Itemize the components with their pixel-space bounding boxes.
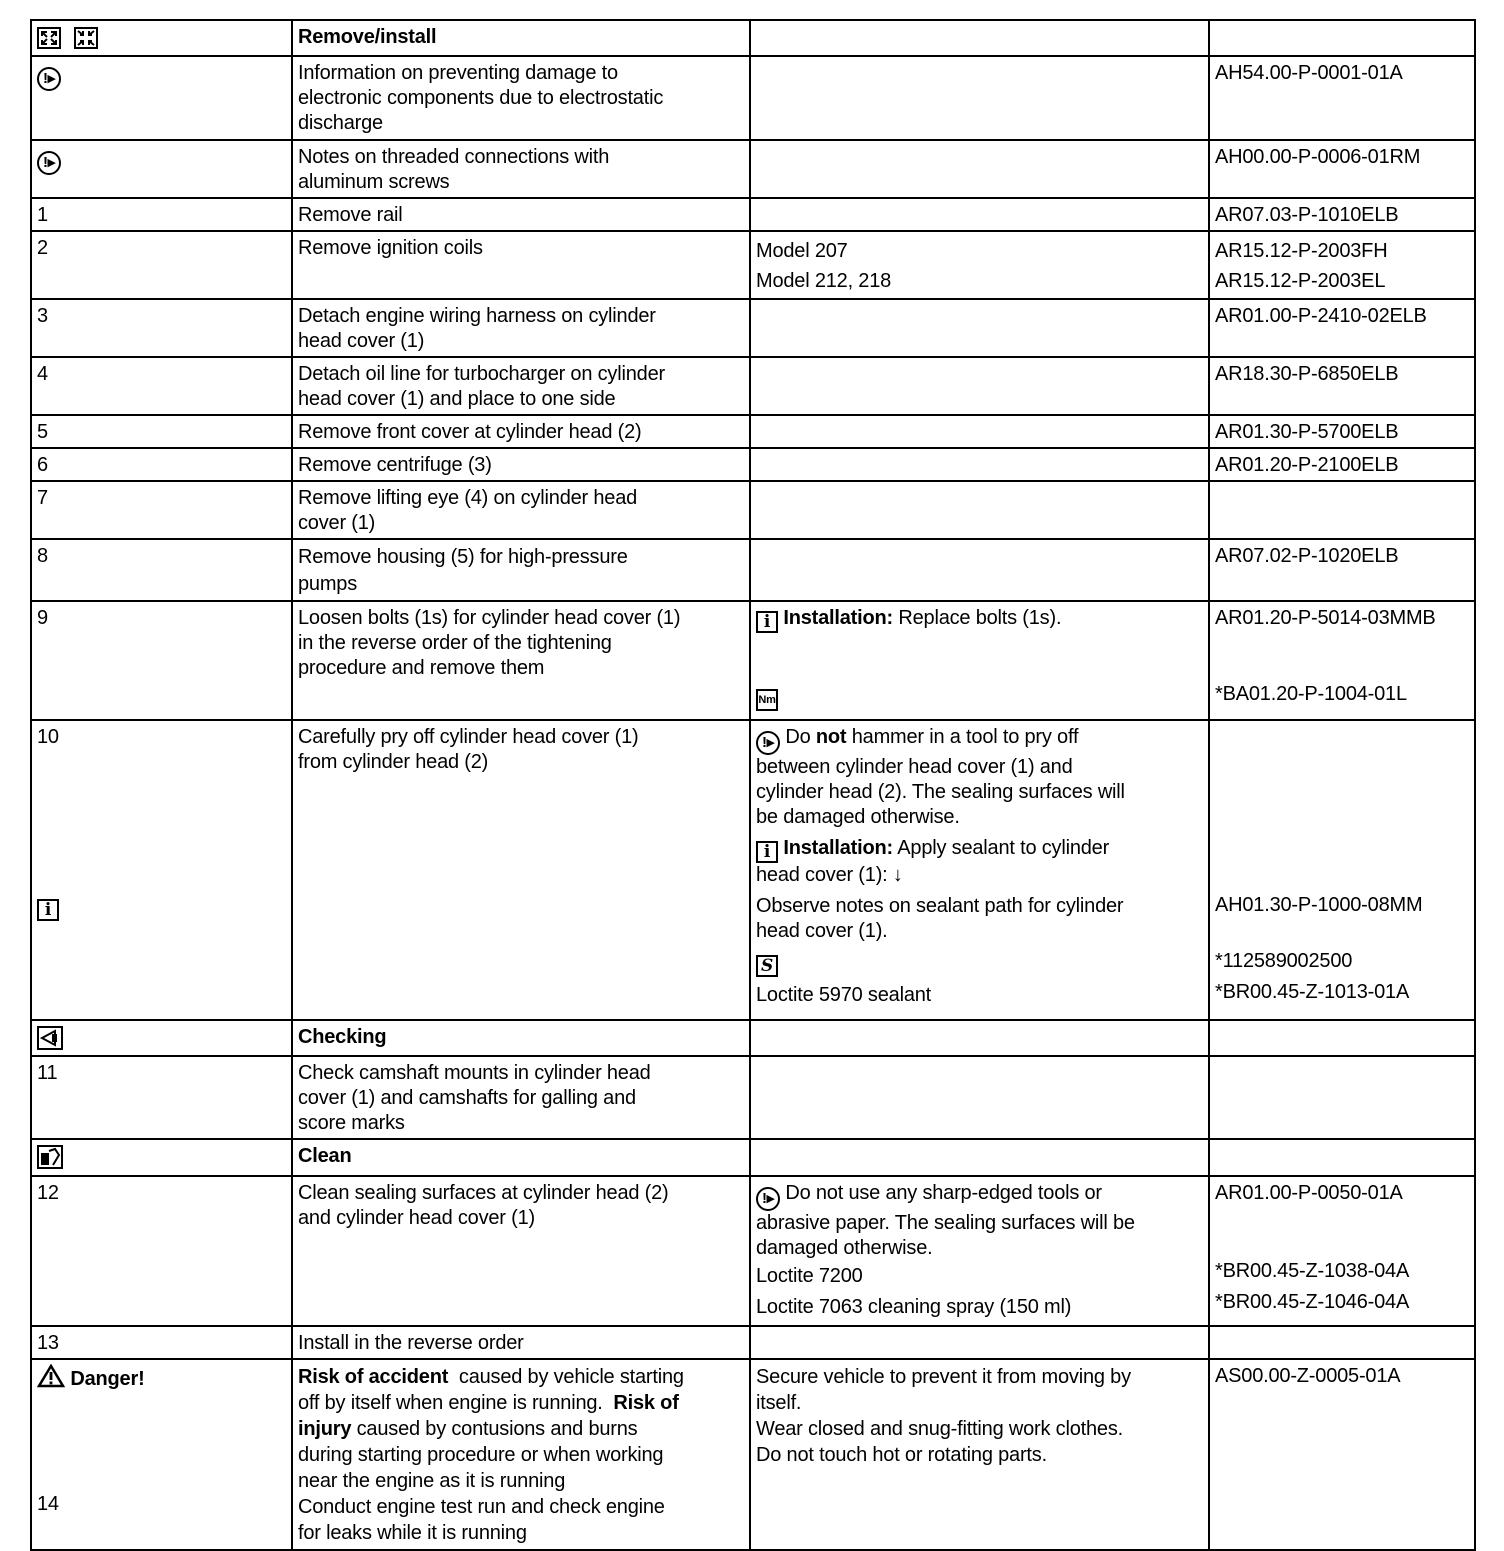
caution-icon: !▸: [756, 731, 780, 755]
step-number: 7: [31, 481, 292, 539]
doc-reference-link[interactable]: AR01.20-P-2100ELB: [1209, 448, 1475, 481]
doc-reference-link[interactable]: *BR00.45-Z-1013-01A: [1215, 981, 1410, 1003]
torque-icon: Nm: [756, 689, 778, 711]
installation-label: Installation:: [783, 607, 893, 629]
section-row-clean: [31, 1139, 1475, 1176]
step-row: 8 Remove housing (5) for high-pressure pumps AR07.02-P-1020ELB: [31, 539, 1475, 601]
doc-reference-link[interactable]: AR18.30-P-6850ELB: [1209, 357, 1475, 415]
step-row: 4 Detach oil line for turbocharger on cylinder head cover (1) and place to one side AR18.30-P-6850ELB: [31, 357, 1475, 415]
step-number: 8: [31, 539, 292, 601]
inspect-icon: [37, 1026, 63, 1050]
danger-label: Danger!: [70, 1368, 145, 1390]
step-text: Remove front cover at cylinder head (2): [292, 415, 750, 448]
section-title: Checking: [292, 1020, 750, 1056]
info-icon: i: [756, 841, 778, 863]
expand-icon: [37, 27, 61, 49]
step-row: [31, 231, 1475, 299]
step-number: 2: [31, 231, 292, 299]
step-number: 13: [31, 1326, 292, 1359]
step-row: 7 Remove lifting eye (4) on cylinder head cover (1): [31, 481, 1475, 539]
step-row: 12 Clean sealing surfaces at cylinder head (2) and cylinder head cover (1) !▸ Do not use any sharp-edged tools or abrasive paper. The sealing surfaces will be damaged otherwise. Loctite 7200 Loctite 7063 cleaning spray (150 ml) AR01.00-P-0050-01A *BR00.45-Z-1038-04A *BR00.45-Z-1046-04A: [31, 1176, 1475, 1326]
doc-reference-link[interactable]: AR07.03-P-1010ELB: [1209, 198, 1475, 231]
doc-reference-link[interactable]: AR01.30-P-5700ELB: [1209, 415, 1475, 448]
note-row: !▸ Notes on threaded connections with aluminum screws AH00.00-P-0006-01RM: [31, 140, 1475, 198]
step-row: 3 Detach engine wiring harness on cylinder head cover (1) AR01.00-P-2410-02ELB: [31, 299, 1475, 357]
doc-reference-link[interactable]: *112589002500: [1215, 950, 1353, 972]
doc-reference-link[interactable]: AR15.12-P-2003EL: [1215, 270, 1386, 292]
doc-reference-link[interactable]: AR15.12-P-2003FH: [1215, 240, 1388, 262]
step-number: 10: [37, 726, 59, 748]
step-row: [31, 198, 1475, 231]
info-icon: i: [37, 899, 59, 921]
step-number: 12: [31, 1176, 292, 1326]
danger-row: Danger! 14 Risk of accident caused by vehicle starting off by itself when engine is running. Risk of injury caused by contusions and burns during starting procedure or when working near the engine as it is running Conduct engine test run and check engine for leaks while it is running Secure vehicle to prevent it from moving by itself. Wear closed and snug-fitting work clothes. Do not touch hot or rotating parts. AS00.00-Z-0005-01A: [31, 1359, 1475, 1550]
step-text: Remove rail: [292, 198, 750, 231]
model-label: Model 207: [756, 240, 848, 262]
doc-reference-link[interactable]: AR07.02-P-1020ELB: [1209, 539, 1475, 601]
section-title: Clean: [292, 1139, 750, 1176]
special-tool-icon: S: [756, 955, 778, 977]
doc-reference-link[interactable]: AS00.00-Z-0005-01A: [1209, 1359, 1475, 1550]
step-text: Remove ignition coils: [292, 231, 750, 299]
step-row: [31, 415, 1475, 448]
step-number: 6: [31, 448, 292, 481]
doc-reference-link[interactable]: AH01.30-P-1000-08MM: [1215, 894, 1423, 916]
model-label: Model 212, 218: [756, 270, 892, 292]
step-number: 5: [31, 415, 292, 448]
step-row: [31, 448, 1475, 481]
caution-icon: !▸: [756, 1187, 780, 1211]
doc-reference-link[interactable]: AR01.20-P-5014-03MMB: [1215, 607, 1436, 629]
note-row: !▸ Information on preventing damage to electronic components due to electrostatic discharge AH54.00-P-0001-01A: [31, 56, 1475, 140]
doc-reference-link[interactable]: AH00.00-P-0006-01RM: [1209, 140, 1475, 198]
step-text: Remove centrifuge (3): [292, 448, 750, 481]
caution-icon: !▸: [37, 151, 61, 175]
section-title: Remove/install: [292, 20, 750, 56]
step-row: 11 Check camshaft mounts in cylinder head cover (1) and camshafts for galling and score marks: [31, 1056, 1475, 1139]
section-row-checking: [31, 1020, 1475, 1056]
doc-reference-link[interactable]: AR01.00-P-2410-02ELB: [1209, 299, 1475, 357]
doc-reference-link[interactable]: *BR00.45-Z-1038-04A: [1215, 1260, 1410, 1282]
step-number: 3: [31, 299, 292, 357]
clean-icon: [37, 1145, 63, 1169]
material-label: Loctite 7200: [756, 1265, 863, 1287]
step-number: 9: [31, 601, 292, 720]
caution-icon: !▸: [37, 67, 61, 91]
warning-triangle-icon: [37, 1364, 65, 1388]
doc-reference-link[interactable]: *BR00.45-Z-1046-04A: [1215, 1291, 1410, 1313]
sealant-label: Loctite 5970 sealant: [756, 984, 932, 1006]
doc-reference-link[interactable]: *BA01.20-P-1004-01L: [1215, 683, 1407, 705]
procedure-table: [30, 19, 1476, 1551]
step-row: [31, 1326, 1475, 1359]
section-row-remove-install: [31, 20, 1475, 56]
step-number: 11: [31, 1056, 292, 1139]
step-number: 4: [31, 357, 292, 415]
collapse-icon: [74, 27, 98, 49]
step-number: 1: [31, 198, 292, 231]
step-text: Install in the reverse order: [292, 1326, 750, 1359]
doc-reference-link[interactable]: AR01.00-P-0050-01A: [1215, 1182, 1403, 1204]
material-label: Loctite 7063 cleaning spray (150 ml): [756, 1296, 1072, 1318]
step-row: 9 Loosen bolts (1s) for cylinder head cover (1) in the reverse order of the tightening procedure and remove them i Installation: Replace bolts (1s). Nm AR01.20-P-5014-03MMB *BA01.20-P-1004-01L: [31, 601, 1475, 720]
step-number: 14: [37, 1493, 59, 1515]
section-icons: [31, 20, 292, 56]
doc-reference-link[interactable]: AH54.00-P-0001-01A: [1209, 56, 1475, 140]
step-row: 10 i Carefully pry off cylinder head cover (1) from cylinder head (2) !▸ Do not hammer in a tool to pry off between cylinder head cover (1) and cylinder head (2). The sealing surfaces will be damaged otherwise. i Installation: Apply sealant to cylinder head cover (1): ↓ Observe notes on sealant path for cylinder head cover (1). S Loctite 5970 sealant AH01.30-P-1000-08MM *112589002500 *BR00.45-Z-1013-01A: [31, 720, 1475, 1020]
info-icon: i: [756, 611, 778, 633]
